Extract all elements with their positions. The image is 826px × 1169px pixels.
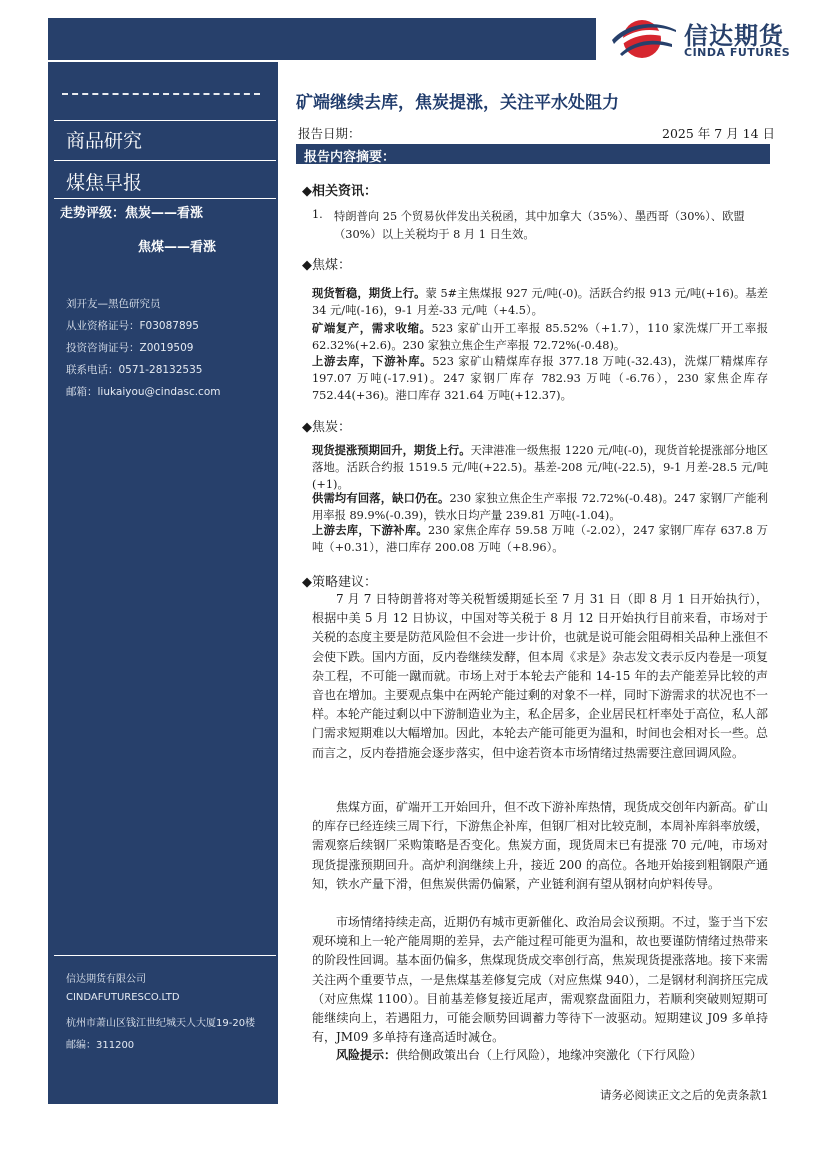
- strategy-para: 7 月 7 日特朗普将对等关税暂缓期延长至 7 月 31 日（即 8 月 1 日开始执行），根据中美 5 月 12 日协议，中国对等关税于 8 月 12 日开始执行目前来看，市场对于关税的态度主要是防范风险但不会进一步计价，也就是说可能会阻碍相关品种上涨但不会使下跌。国内方面，反内卷继续发酵，但本周《求是》杂志发文表示反内卷是一项复杂工程，不可能一蹴而就。市场上对于本轮去产能和 14-15 年的去产能差异比较的声音也在增加。主要观点集中在两轮产能过剩的对象不一样，同时下游需求的状况也不一样。本轮产能过剩以中下游制造业为主，私企居多，企业居民杠杆率处于高位，私人部门需求短期难以大幅增加。因此，本轮去产能可能更为温和，时间也会相对长一些。总而言之，反内卷措施会逐步落实，但中途若资本市场情绪过热需要注意回调风险。: [312, 592, 769, 760]
- disclaimer-text[interactable]: 请务必阅读正文之后的免责条款: [600, 1088, 761, 1102]
- analyst-email[interactable]: 邮箱：liukaiyou@cindasc.com: [66, 386, 221, 398]
- coking-coal-para-text: 523 家矿山精煤库存报 377.18 万吨(-32.43)，洗煤厂精煤库存 197.07 万吨(-17.91)。247 家钢厂库存 782.93 万吨（-6.76），230 家焦企库存 752.44(+36)。港口库存 321.64 万吨(+12.37)。: [312, 355, 768, 402]
- logo-emblem-icon: [610, 18, 676, 60]
- coking-coal-para: [312, 285, 768, 319]
- news-item-text: 特朗普向 25 个贸易伙伴发出关税函，其中加拿大（35%）、墨西哥（30%）、欧盟（30%）以上关税均于 8 月 1 日生效。: [334, 210, 745, 241]
- summary-header-bar: [296, 144, 770, 164]
- page-number: 1: [761, 1088, 769, 1102]
- sidebar-divider: [54, 198, 276, 199]
- coke-para-text: 230 家焦企库存 59.58 万吨（-2.02），247 家钢厂库存 637.8 万吨（+0.31），港口库存 200.08 万吨（+8.96）。: [312, 524, 768, 554]
- sidebar-divider: [54, 120, 276, 121]
- coking-coal-para-lead: 矿端复产，需求收缩。: [312, 321, 432, 335]
- sidebar-divider: [54, 160, 276, 161]
- rating-coke: 焦炭——看涨: [125, 206, 204, 221]
- sidebar-dash-divider: [62, 93, 260, 95]
- analyst-phone: 联系电话：0571-28132535: [66, 364, 203, 376]
- report-date-label: 报告日期：: [298, 126, 361, 141]
- summary-label: 报告内容摘要：: [304, 150, 396, 165]
- disclaimer-note: [600, 1087, 768, 1103]
- strategy-para: 市场情绪持续走高，近期仍有城市更新催化、政治局会议预期。不过，鉴于当下宏观环境和上一轮产能周期的差异，去产能过程可能更为温和，故也要谨防情绪过热带来的阶段性回调。基本面仍偏多，焦煤现货成交率创行高，焦炭现货提涨落地。接下来需关注两个重要节点，一是焦煤基差修复完成（对应焦煤 940），二是钢材利润挤压完成（对应焦煤 1100）。目前基差修复接近尾声，需观察盘面阻力，若顺利突破则短期可能继续向上，若遇阻力，可能会顺势回调蓄力等待下一波驱动。短期建议 J09 多单持有，JM09 多单持有逢高适时减仓。: [312, 915, 769, 1045]
- coking-coal-para-lead: 现货暂稳，期货上行。: [312, 286, 426, 300]
- news-heading: ◆相关资讯：: [302, 184, 377, 199]
- company-postcode: 邮编：311200: [66, 1040, 135, 1051]
- coke-heading: ◆焦炭：: [302, 420, 351, 435]
- analyst-name: 刘开友—黑色研究员: [66, 298, 161, 310]
- company-name-en: CINDAFUTURESCO.LTD: [66, 992, 180, 1003]
- coke-para: [312, 522, 768, 556]
- strategy-heading: ◆策略建议：: [302, 575, 377, 590]
- coke-para-lead: 上游去库，下游补库。: [312, 523, 428, 537]
- report-date: 2025 年 7 月 14 日: [662, 126, 776, 141]
- analyst-consult-license: 投资咨询证号：Z0019509: [66, 342, 194, 354]
- rating-coking-coal: 焦煤——看涨: [138, 240, 217, 255]
- coking-coal-para-lead: 上游去库，下游补库。: [312, 354, 433, 368]
- coke-para-lead: 供需均有回落，缺口仍在。: [312, 491, 450, 505]
- analyst-license: 从业资格证号：F03087895: [66, 320, 199, 332]
- risk-note: [312, 1046, 768, 1065]
- coking-coal-para: [312, 320, 768, 354]
- header-band: [48, 18, 596, 60]
- coke-para-lead: 现货提涨预期回升，期货上行。: [312, 443, 471, 457]
- news-item-number: 1.: [312, 208, 323, 221]
- risk-label: 风险提示：: [336, 1048, 397, 1062]
- company-name: 信达期货有限公司: [66, 974, 146, 985]
- logo-name-cn: 信达期货: [684, 22, 784, 50]
- coke-para: [312, 442, 768, 493]
- rating-label: 走势评级：: [60, 206, 126, 221]
- sidebar: [48, 62, 278, 1104]
- company-logo: [610, 16, 810, 62]
- coking-coal-para-text: 蒙 5#主焦煤报 927 元/吨(-0)。活跃合约报 913 元/吨(+16)。基差 34 元/吨(-16)，9-1 月差-33 元/吨（+4.5）。: [312, 287, 768, 317]
- sidebar-report-type: 煤焦早报: [66, 172, 143, 194]
- sidebar-divider: [54, 955, 276, 956]
- coke-para-text: 230 家独立焦企生产率报 72.72%(-0.48)。247 家钢厂产能利用率报 89.9%(-0.39)，铁水日均产量 239.81 万吨(-1.04)。: [312, 492, 768, 522]
- report-title: 矿端继续去库，焦炭提涨，关注平水处阻力: [296, 93, 619, 113]
- logo-name-en: CINDA FUTURES: [684, 46, 791, 59]
- coking-coal-heading: ◆焦煤：: [302, 258, 351, 273]
- coking-coal-para: [312, 353, 768, 404]
- strategy-para: 焦煤方面，矿端开工开始回升，但不改下游补库热情，现货成交创年内新高。矿山的库存已经连续三周下行，下游焦企补库，但钢厂相对比较克制，本周补库斜率放缓，需观察后续钢厂采购策略是否变化。焦炭方面，现货周末已有提涨 70 元/吨，市场对现货提涨预期回升。高炉利润继续上升，接近 200 的高位。各地开始接到粗钢限产通知，铁水产量下滑，但焦炭供需仍偏紧，产业链利润有望从钢材向炉料传导。: [312, 800, 769, 891]
- company-address: 杭州市萧山区钱江世纪城天人大厦19-20楼: [66, 1018, 256, 1029]
- sidebar-category: 商品研究: [66, 130, 143, 152]
- coking-coal-para-text: 523 家矿山开工率报 85.52%（+1.7），110 家洗煤厂开工率报 62.32%(+2.6)。230 家独立焦企生产率报 72.72%(-0.48)。: [312, 322, 768, 352]
- risk-text: 供给侧政策出台（上行风险），地缘冲突激化（下行风险）: [396, 1048, 703, 1062]
- coke-para-text: 天津港准一级焦报 1220 元/吨(-0)，现货首轮提涨部分地区落地。活跃合约报 1519.5 元/吨(+22.5)。基差-208 元/吨(-22.5)，9-1 月差-28.5 元/吨(+1)。: [312, 444, 768, 491]
- coke-para: [312, 490, 768, 524]
